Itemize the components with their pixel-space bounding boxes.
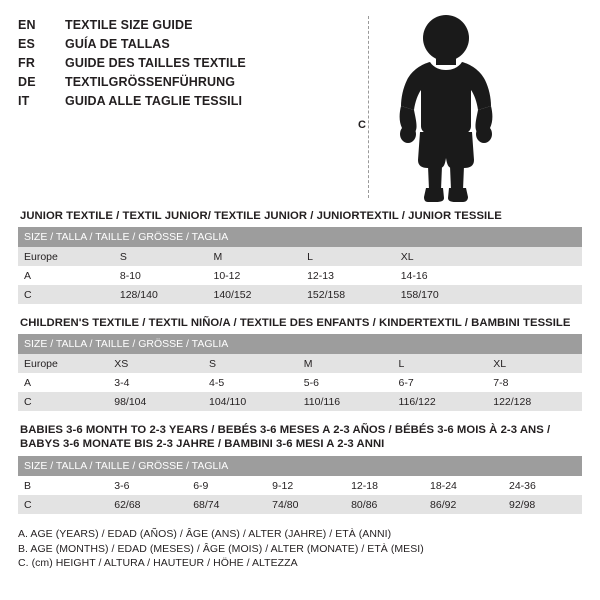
cell: 122/128 — [487, 392, 582, 411]
cell: M — [298, 354, 393, 373]
section-title-babies: BABIES 3-6 MONTH TO 2-3 YEARS / BEBÉS 3-6 MESES A 2-3 AÑOS / BÉBÉS 3-6 MOIS À 2-3 ANS / BABYS 3-6 MONATE BIS 2-3 JAHRE / BAMBINI 3-6 MESI A 2-3 ANNI — [20, 424, 551, 450]
cell: 8-10 — [114, 266, 208, 285]
cell: 10-12 — [207, 266, 301, 285]
language-row — [18, 56, 318, 70]
row-label: A — [18, 266, 114, 285]
language-row — [18, 37, 318, 51]
cell: XL — [395, 247, 489, 266]
row-label: Europe — [18, 354, 108, 373]
section-title-children: CHILDREN'S TEXTILE / TEXTIL NIÑO/A / TEXTILE DES ENFANTS / KINDERTEXTIL / BAMBINI TESSILE — [20, 317, 571, 329]
language-title: GUIDA ALLE TAGLIE TESSILI — [65, 94, 243, 108]
cell: M — [207, 247, 301, 266]
height-measure-label: C — [358, 119, 366, 131]
table-header-row — [18, 227, 582, 247]
cell: 7-8 — [487, 373, 582, 392]
language-code: EN — [18, 18, 36, 32]
table-row — [18, 476, 582, 495]
toddler-silhouette-icon — [386, 14, 506, 204]
cell: 98/104 — [108, 392, 203, 411]
cell: 140/152 — [207, 285, 301, 304]
language-code: ES — [18, 37, 36, 51]
cell: 18-24 — [424, 476, 503, 495]
table-row — [18, 392, 582, 411]
cell: S — [203, 354, 298, 373]
children-size-table — [18, 334, 582, 411]
measurement-figure — [342, 14, 582, 204]
cell: 3-4 — [108, 373, 203, 392]
language-row — [18, 75, 318, 89]
table-header-row — [18, 456, 582, 476]
cell: 6-9 — [187, 476, 266, 495]
cell: XS — [108, 354, 203, 373]
cell: 3-6 — [108, 476, 187, 495]
table-header-row — [18, 334, 582, 354]
cell: L — [301, 247, 395, 266]
language-title: GUIDE DES TAILLES TEXTILE — [65, 56, 246, 70]
cell: 12-18 — [345, 476, 424, 495]
language-title: TEXTILE SIZE GUIDE — [65, 18, 193, 32]
section-title-junior: JUNIOR TEXTILE / TEXTIL JUNIOR/ TEXTILE JUNIOR / JUNIORTEXTIL / JUNIOR TESSILE — [20, 210, 502, 222]
language-code: IT — [18, 94, 30, 108]
cell: 6-7 — [392, 373, 487, 392]
row-label: C — [18, 392, 108, 411]
header — [18, 14, 582, 210]
cell: 4-5 — [203, 373, 298, 392]
legend — [18, 527, 582, 571]
language-row — [18, 94, 318, 108]
cell: 92/98 — [503, 495, 582, 514]
cell: 5-6 — [298, 373, 393, 392]
legend-line-c: C. (cm) HEIGHT / ALTURA / HAUTEUR / HÖHE / ALTEZZA — [18, 557, 298, 569]
language-code: FR — [18, 56, 36, 70]
row-label: Europe — [18, 247, 114, 266]
cell — [488, 285, 582, 304]
babies-size-table — [18, 456, 582, 514]
cell — [488, 266, 582, 285]
cell: L — [392, 354, 487, 373]
cell: 86/92 — [424, 495, 503, 514]
table-row — [18, 285, 582, 304]
table-row — [18, 354, 582, 373]
language-row — [18, 18, 318, 32]
row-label: C — [18, 495, 108, 514]
table-header-label: SIZE / TALLA / TAILLE / GRÖSSE / TAGLIA — [18, 227, 582, 247]
cell: 104/110 — [203, 392, 298, 411]
figure-area — [318, 14, 582, 210]
language-title: TEXTILGRÖSSENFÜHRUNG — [65, 75, 236, 89]
legend-line-a: A. AGE (YEARS) / EDAD (AÑOS) / ÂGE (ANS) / ALTER (JAHRE) / ETÀ (ANNI) — [18, 528, 392, 540]
table-row — [18, 495, 582, 514]
table-header-label: SIZE / TALLA / TAILLE / GRÖSSE / TAGLIA — [18, 334, 582, 354]
table-row — [18, 266, 582, 285]
cell: 24-36 — [503, 476, 582, 495]
cell: 62/68 — [108, 495, 187, 514]
language-code: DE — [18, 75, 36, 89]
cell: 116/122 — [392, 392, 487, 411]
cell: 9-12 — [266, 476, 345, 495]
cell: 152/158 — [301, 285, 395, 304]
row-label: B — [18, 476, 108, 495]
cell: 68/74 — [187, 495, 266, 514]
cell: 14-16 — [395, 266, 489, 285]
cell: XL — [487, 354, 582, 373]
table-row — [18, 373, 582, 392]
junior-size-table — [18, 227, 582, 304]
cell: 74/80 — [266, 495, 345, 514]
cell: 80/86 — [345, 495, 424, 514]
cell — [488, 247, 582, 266]
height-measure-line — [368, 16, 369, 198]
language-title-list — [18, 14, 318, 113]
cell: 12-13 — [301, 266, 395, 285]
cell: 110/116 — [298, 392, 393, 411]
language-title: GUÍA DE TALLAS — [65, 37, 170, 51]
cell: S — [114, 247, 208, 266]
legend-line-b: B. AGE (MONTHS) / EDAD (MESES) / ÂGE (MOIS) / ALTER (MONATE) / ETÀ (MESI) — [18, 542, 424, 555]
row-label: A — [18, 373, 108, 392]
table-header-label: SIZE / TALLA / TAILLE / GRÖSSE / TAGLIA — [18, 456, 582, 476]
table-row — [18, 247, 582, 266]
cell: 128/140 — [114, 285, 208, 304]
cell: 158/170 — [395, 285, 489, 304]
row-label: C — [18, 285, 114, 304]
